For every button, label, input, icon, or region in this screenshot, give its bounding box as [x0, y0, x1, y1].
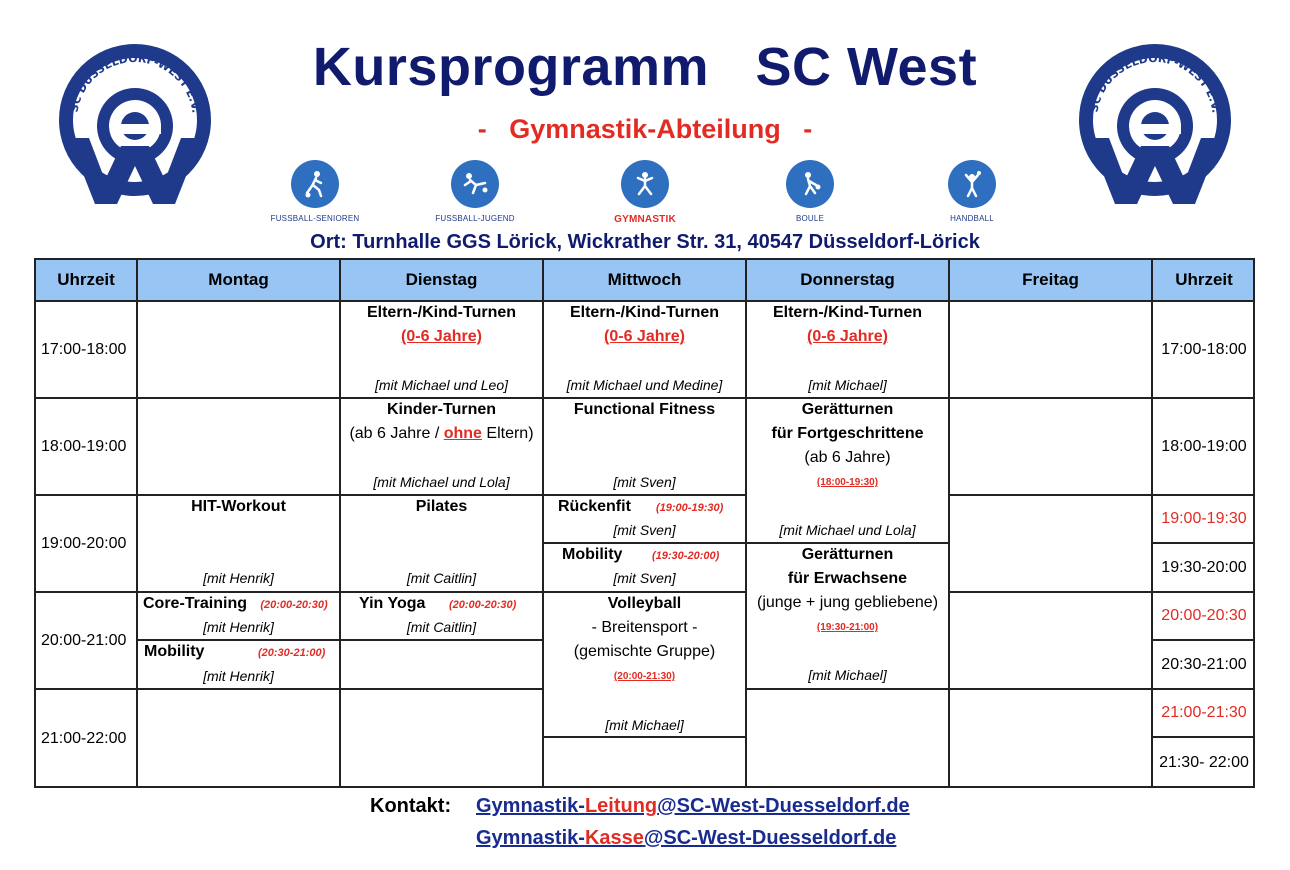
header-dienstag: Dienstag [339, 258, 542, 300]
course-trainer: [mit Michael] [605, 717, 684, 733]
mo-hit-workout [136, 494, 339, 591]
course-trainer: [mit Sven] [613, 522, 676, 538]
table-border-bottom [34, 786, 1255, 788]
course-trainer: [mit Michael und Medine] [566, 377, 723, 393]
course-trainer: [mit Michael] [808, 377, 887, 393]
course-age: (ab 6 Jahre) [804, 449, 891, 466]
dept-label: BOULE [795, 214, 825, 223]
course-age: (0-6 Jahre) [401, 328, 482, 345]
mi-mobility [542, 542, 745, 591]
course-title: Core-Training [143, 595, 248, 612]
course-title: Pilates [415, 498, 468, 515]
course-title: Volleyball [607, 595, 682, 612]
course-time: (19:00-19:30) [656, 502, 724, 514]
dept-fussball-senioren[interactable] [250, 160, 380, 223]
time-left-2: 18:00-19:00 [34, 397, 136, 494]
time-right-5: 20:00-20:30 [1151, 591, 1255, 639]
di-slot-5 [339, 688, 542, 788]
time-right-6: 20:30-21:00 [1151, 639, 1255, 688]
course-trainer: [mit Michael und Lola] [373, 474, 510, 490]
time-left-5: 21:00-22:00 [34, 688, 136, 788]
course-time: (20:30-21:00) [258, 647, 326, 659]
handball-player-icon [957, 169, 987, 199]
course-age-post: Eltern) [481, 425, 534, 442]
boule-player-icon [795, 169, 825, 199]
email-link-leitung[interactable]: Gymnastik-Leitung@SC-West-Duesseldorf.de [476, 795, 910, 817]
dept-handball[interactable] [907, 160, 1037, 223]
fr-slot-3 [948, 494, 1151, 591]
di-eltern-kind-turnen [339, 300, 542, 397]
time-right-4: 19:30-20:00 [1151, 542, 1255, 591]
course-trainer: [mit Michael und Leo] [374, 377, 509, 393]
course-time: (20:00-20:30) [449, 599, 517, 611]
gymnast-icon [630, 169, 660, 199]
dept-fussball-jugend[interactable] [410, 160, 540, 223]
mi-rueckenfit [542, 494, 745, 542]
time-right-2: 18:00-19:00 [1151, 397, 1255, 494]
mi-eltern-kind-turnen [542, 300, 745, 397]
location-line: Ort: Turnhalle GGS Lörick, Wickrather Str. 31, 40547 Düsseldorf-Lörick [310, 231, 980, 253]
header-mittwoch: Mittwoch [542, 258, 745, 300]
do-eltern-kind-turnen [745, 300, 948, 397]
course-time: (19:30-20:00) [652, 550, 720, 562]
dept-gymnastik[interactable] [580, 160, 710, 225]
course-trainer: [mit Caitlin] [406, 619, 477, 635]
course-age: (0-6 Jahre) [604, 328, 685, 345]
course-time: (18:00-19:30) [816, 477, 879, 488]
header-uhrzeit-left: Uhrzeit [34, 258, 136, 300]
di-yin-yoga [339, 591, 542, 639]
course-age: (0-6 Jahre) [807, 328, 888, 345]
course-title: Functional Fitness [573, 401, 716, 418]
page-title: Kursprogramm SC West [312, 37, 978, 97]
dept-label: FUSSBALL-JUGEND [435, 214, 515, 223]
course-time: (19:30-21:00) [816, 622, 879, 633]
course-age-pre: (ab 6 Jahre / [349, 425, 444, 442]
course-title: Eltern-/Kind-Turnen [366, 304, 517, 321]
do-geraetturnen-fortgeschrittene [745, 397, 948, 542]
course-age-ohne: ohne [443, 425, 482, 442]
mo-core-training [136, 591, 339, 639]
dept-label-active: GYMNASTIK [614, 214, 676, 225]
fr-slot-4 [948, 591, 1151, 688]
fr-slot-1 [948, 300, 1151, 397]
mi-volleyball [542, 591, 745, 736]
time-right-1: 17:00-18:00 [1151, 300, 1255, 397]
course-time: (20:00-21:30) [613, 671, 676, 682]
dept-boule[interactable] [745, 160, 875, 223]
time-right-7: 21:00-21:30 [1151, 688, 1255, 736]
soccer-kick-icon [460, 169, 490, 199]
contact-email-leitung[interactable] [476, 795, 910, 818]
course-title: Mobility [562, 546, 623, 563]
schedule-table [34, 258, 1255, 788]
mo-slot-1 [136, 300, 339, 397]
course-title: Rückenfit [558, 498, 631, 515]
course-trainer: [mit Sven] [613, 474, 676, 490]
header-montag: Montag [136, 258, 339, 300]
course-sub2: (gemischte Gruppe) [573, 643, 716, 660]
do-geraetturnen-erwachsene [745, 542, 948, 688]
course-title-2: für Fortgeschrittene [771, 425, 924, 442]
header-donnerstag: Donnerstag [745, 258, 948, 300]
dept-label: HANDBALL [950, 214, 994, 223]
course-title-2: für Erwachsene [787, 570, 908, 587]
header-uhrzeit-right: Uhrzeit [1151, 258, 1255, 300]
do-slot-5 [745, 688, 948, 788]
svg-text:SC DÜSSELDORF-WEST E.V.: SC DÜSSELDORF-WEST E.V. [67, 51, 203, 114]
course-trainer: [mit Michael und Lola] [779, 522, 916, 538]
header-freitag: Freitag [948, 258, 1151, 300]
mo-slot-2 [136, 397, 339, 494]
time-left-1: 17:00-18:00 [34, 300, 136, 397]
svg-text:SC DÜSSELDORF-WEST E.V.: SC DÜSSELDORF-WEST E.V. [1087, 51, 1223, 114]
course-trainer: [mit Caitlin] [406, 570, 477, 586]
course-title-1: Gerätturnen [801, 546, 894, 563]
course-trainer: [mit Michael] [808, 667, 887, 683]
contact-email-kasse[interactable] [476, 827, 896, 850]
mo-mobility [136, 639, 339, 688]
course-title: Yin Yoga [359, 595, 426, 612]
di-pilates [339, 494, 542, 591]
soccer-player-icon [300, 169, 330, 199]
time-right-3: 19:00-19:30 [1151, 494, 1255, 542]
di-kinder-turnen [339, 397, 542, 494]
course-trainer: [mit Henrik] [203, 619, 274, 635]
course-title: HIT-Workout [191, 498, 286, 515]
time-left-4: 20:00-21:00 [34, 591, 136, 688]
dept-label: FUSSBALL-SENIOREN [270, 214, 360, 223]
fr-slot-2 [948, 397, 1151, 494]
course-trainer: [mit Henrik] [203, 668, 274, 684]
course-title: Eltern-/Kind-Turnen [772, 304, 923, 321]
di-slot-4b [339, 639, 542, 688]
mi-slot-5b [542, 736, 745, 788]
email-link-kasse[interactable]: Gymnastik-Kasse@SC-West-Duesseldorf.de [476, 827, 897, 849]
fr-slot-5 [948, 688, 1151, 788]
table-border-right [1253, 258, 1255, 788]
course-title-1: Gerätturnen [801, 401, 894, 418]
contact-label: Kontakt: [370, 795, 452, 817]
course-title: Mobility [144, 643, 205, 660]
time-right-8: 21:30- 22:00 [1151, 736, 1255, 788]
mi-functional-fitness [542, 397, 745, 494]
course-sub1: - Breitensport - [591, 619, 698, 636]
course-sub: (junge + jung gebliebene) [756, 594, 939, 611]
mo-slot-5 [136, 688, 339, 788]
course-time: (20:00-20:30) [260, 599, 328, 611]
page-subtitle: - Gymnastik-Abteilung - [477, 114, 813, 144]
course-trainer: [mit Sven] [613, 570, 676, 586]
course-title: Eltern-/Kind-Turnen [569, 304, 720, 321]
time-left-3: 19:00-20:00 [34, 494, 136, 591]
course-title: Kinder-Turnen [386, 401, 497, 418]
course-trainer: [mit Henrik] [203, 570, 274, 586]
